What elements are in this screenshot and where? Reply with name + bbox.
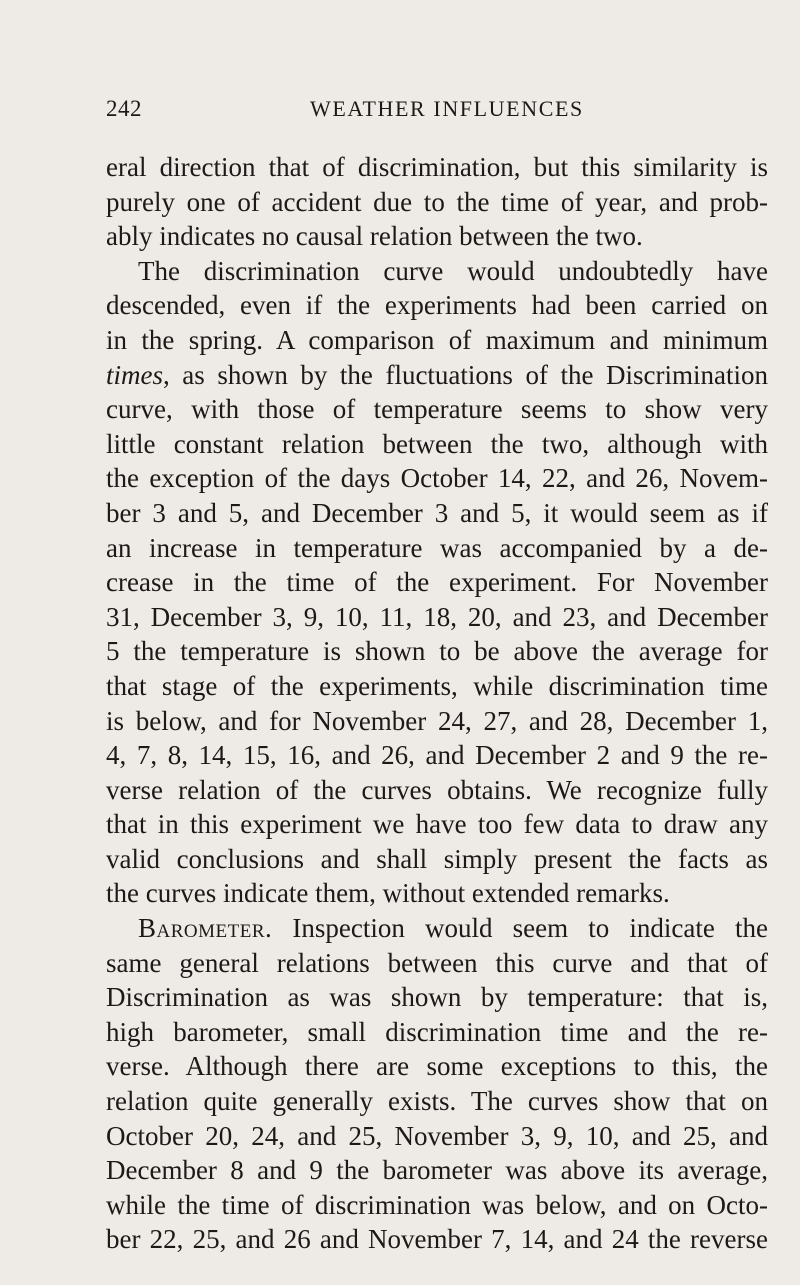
text-line: crease in the time of the experiment. For November	[106, 567, 768, 598]
paragraph-start-line	[106, 911, 768, 946]
text-line: ber 22, 25, and 26 and November 7, 14, and 24 the reverse	[106, 1224, 768, 1255]
text-line: in the spring. A comparison of maximum and minimum	[106, 324, 768, 355]
text-line: while the time of discrimination was below, and on Octo-	[106, 1189, 768, 1220]
page-number: 242	[106, 96, 142, 121]
text-line: December 8 and 9 the barometer was above its average,	[106, 1155, 768, 1186]
text-line	[106, 358, 768, 393]
text-line: curve, with those of temperature seems to show very	[106, 394, 768, 425]
text-line: October 20, 24, and 25, November 3, 9, 10, and 25, and	[106, 1120, 768, 1151]
text-line: that in this experiment we have too few data to draw any	[106, 809, 768, 840]
italic-word: times	[106, 359, 163, 390]
text-line: verse relation of the curves obtains. We recognize fully	[106, 774, 768, 805]
text-line: that stage of the experiments, while discrimination time	[106, 670, 768, 701]
text-line: valid conclusions and shall simply present the facts as	[106, 843, 768, 874]
text-line: 4, 7, 8, 14, 15, 16, and 26, and December 2 and 9 the re-	[106, 740, 768, 771]
text-line: ber 3 and 5, and December 3 and 5, it would seem as if	[106, 497, 768, 528]
text-line: 5 the temperature is shown to be above the average for	[106, 636, 768, 667]
text-line: 31, December 3, 9, 10, 11, 18, 20, and 23, and December	[106, 601, 768, 632]
text-line: the curves indicate them, without extended remarks.	[106, 878, 670, 909]
text-line: the exception of the days October 14, 22, and 26, Novem-	[106, 463, 768, 494]
text-line: verse. Although there are some exceptions to this, the	[106, 1051, 768, 1082]
section-heading-barometer: Barometer.	[138, 913, 273, 944]
text-line: is below, and for November 24, 27, and 28, December 1,	[106, 705, 768, 736]
body-text	[106, 150, 768, 1257]
text-line: relation quite generally exists. The curves show that on	[106, 1086, 768, 1117]
text-line: eral direction that of discrimination, but this similarity is	[106, 152, 768, 182]
paragraph-start-line: The discrimination curve would undoubtedly have	[138, 255, 768, 286]
running-head: WEATHER INFLUENCES	[310, 96, 584, 121]
line-continuation: Inspection would seem to indicate the	[272, 913, 768, 944]
text-line: high barometer, small discrimination time and the re-	[106, 1016, 768, 1047]
page-header	[0, 96, 800, 128]
text-line: ably indicates no causal relation between the two.	[106, 221, 643, 252]
text-line: descended, even if the experiments had been carried on	[106, 290, 768, 321]
text-line: Discrimination as was shown by temperature: that is,	[106, 982, 768, 1013]
line-continuation: , as shown by the fluctuations of the Discrimination	[163, 359, 768, 390]
text-line: an increase in temperature was accompanied by a de-	[106, 532, 768, 563]
text-line: purely one of accident due to the time of year, and prob-	[106, 186, 768, 217]
text-line: little constant relation between the two, although with	[106, 428, 768, 459]
text-line: same general relations between this curve and that of	[106, 947, 768, 978]
